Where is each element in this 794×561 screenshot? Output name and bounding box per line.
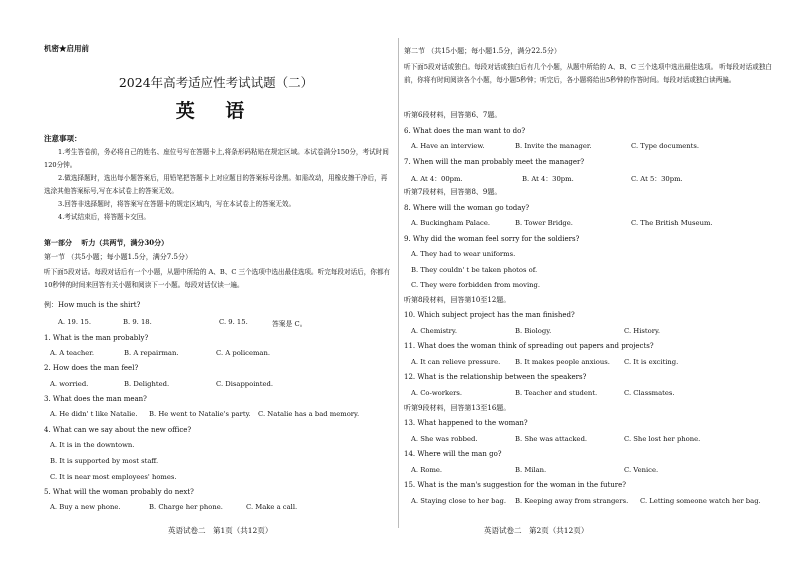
option-a: A. Buckingham Palace. (411, 219, 491, 227)
notice-item: 2.做选择题时，选出每小题答案后，用铅笔把答题卡上对应题目的答案标号涂黑。如需改动，用橡皮擦干净后，再选涂其他答案标号,写在本试卷上的答案无效。 (44, 174, 388, 195)
option-c: C. Venice. (624, 466, 659, 474)
option-b: B. A repairman. (124, 349, 179, 357)
option-a: A. Have an interview. (411, 142, 485, 150)
option-b: B. Keeping away from strangers. (515, 497, 629, 505)
question: 10. Which subject project has the man finished? (404, 311, 575, 319)
option-b: B. At 4：30pm. (522, 175, 574, 183)
option-a: A. Co-workers. (411, 389, 463, 397)
right-column (404, 0, 774, 561)
question: 6. What does the man want to do? (404, 127, 526, 135)
question: 7. When will the man probably meet the manager? (404, 158, 585, 166)
question: 13. What happened to the woman? (404, 419, 528, 427)
section-instructions: 听下面5段对话。每段对话后有一个小题，从题中所给的 A、B、C 三个选项中选出最佳选项。听完每段对话后，你都有10秒钟的时间来回答有关小题和阅读下一小题。每段对话仅读一遍。 (44, 268, 391, 289)
material-heading: 听第6段材料，回答第6、7题。 (404, 111, 502, 119)
option-b: B. She was attacked. (515, 435, 588, 443)
option-a: A. Buy a new phone. (50, 503, 121, 511)
option-c: C. History. (624, 327, 661, 335)
option-c: C. Natalie has a bad memory. (258, 410, 360, 418)
question: 5. What will the woman probably do next? (44, 488, 194, 496)
option-b: B. Tower Bridge. (515, 219, 573, 227)
notice-item: 4.考试结束后，将答题卡交回。 (58, 213, 151, 221)
option-b: B. Teacher and student. (515, 389, 598, 397)
option-a: A. 19. 15. (58, 318, 92, 326)
question: 11. What does the woman think of spreading out papers and projects? (404, 342, 654, 350)
page-footer: 英语试卷二 第1页（共12页） (168, 526, 273, 535)
question: 12. What is the relationship between the speakers? (404, 373, 587, 381)
notice-item: 3.回答非选择题时，将答案写在答题卡的规定区域内，写在本试卷上的答案无效。 (58, 200, 296, 208)
option-c: C. It is near most employees' homes. (50, 473, 177, 481)
option-a: A. worried. (50, 380, 89, 388)
option-c: C. Disappointed. (216, 380, 274, 388)
exam-title: 2024年高考适应性考试试题（二） (118, 75, 314, 90)
question: 1. What is the man probably? (44, 334, 149, 342)
option-c: C. At 5：30pm. (631, 175, 683, 183)
left-column (40, 0, 392, 561)
secret-label: 机密★启用前 (44, 44, 89, 53)
question: 4. What can we say about the new office? (44, 426, 192, 434)
option-a: A. It can relieve pressure. (411, 358, 501, 366)
option-b: B. 9. 18. (123, 318, 152, 326)
option-b: B. It is supported by most staff. (50, 457, 159, 465)
option-a: A. She was robbed. (411, 435, 478, 443)
option-c: C. They were forbidden from moving. (411, 281, 541, 289)
option-c: C. Type documents. (631, 142, 700, 150)
option-b: B. It makes people anxious. (515, 358, 610, 366)
option-c: C. Classmates. (624, 389, 675, 397)
part-heading: 第一部分 听力（共两节，满分30分） (44, 238, 169, 247)
subject-title: 英 语 (175, 100, 257, 122)
page-footer: 英语试卷二 第2页（共12页） (484, 526, 589, 535)
section-instructions: 听下面5段对话或独白。每段对话或独白后有几个小题，从题中所给的 A、B、C 三个选项中选出最佳选项。 听每段对话或独白前，你将有时间阅读各个小题，每小题5秒钟；听完后，各小题将给出5秒钟的作答时间。每段对话或独白读两遍。 (404, 63, 773, 84)
option-c: C. Make a call. (246, 503, 298, 511)
material-heading: 听第8段材料，回答第10至12题。 (404, 296, 511, 304)
option-c: C. A policeman. (216, 349, 271, 357)
option-b: B. They couldn' t be taken photos of. (411, 266, 538, 274)
option-c: C. The British Museum. (631, 219, 713, 227)
notice-item: 1.考生答卷前，务必将自己的姓名、座位号写在答题卡上,将条形码粘贴在规定区域。本试卷满分150分，考试时间120分钟。 (44, 148, 389, 169)
column-divider (398, 38, 399, 528)
option-c: C. She lost her phone. (624, 435, 701, 443)
option-c: C. Letting someone watch her bag. (640, 497, 761, 505)
section-heading: 第一节 （共5小题；每小题1.5分，满分7.5分） (44, 253, 192, 261)
option-a: A. Rome. (411, 466, 443, 474)
material-heading: 听第9段材料，回答第13至16题。 (404, 404, 511, 412)
option-b: B. Delighted. (124, 380, 170, 388)
option-c: C. 9. 15. (219, 318, 248, 326)
question: 3. What does the man mean? (44, 395, 147, 403)
example-question: 例：How much is the shirt? (44, 301, 141, 309)
question: 15. What is the man's suggestion for the woman in the future? (404, 481, 627, 489)
option-b: B. Biology. (515, 327, 552, 335)
example-answer: 答案是 C。 (272, 320, 307, 328)
material-heading: 听第7段材料，回答第8、9题。 (404, 188, 502, 196)
option-b: B. Invite the manager. (515, 142, 592, 150)
question: 9. Why did the woman feel sorry for the soldiers? (404, 235, 580, 243)
option-b: B. He went to Natalie's party. (149, 410, 251, 418)
section-heading: 第二节 （共15小题；每小题1.5分，满分22.5分） (404, 47, 561, 55)
option-b: B. Milan. (515, 466, 547, 474)
option-c: C. It is exciting. (624, 358, 679, 366)
notice-heading: 注意事项： (44, 134, 82, 143)
option-a: A. They had to wear uniforms. (411, 250, 516, 258)
question: 8. Where will the woman go today? (404, 204, 530, 212)
question: 2. How does the man feel? (44, 364, 139, 372)
option-a: A. At 4：00pm. (411, 175, 463, 183)
option-a: A. A teacher. (50, 349, 94, 357)
option-a: A. Chemistry. (411, 327, 458, 335)
option-a: A. He didn' t like Natalie. (50, 410, 138, 418)
option-a: A. It is in the downtown. (50, 441, 135, 449)
question: 14. Where will the man go? (404, 450, 502, 458)
option-a: A. Staying close to her bag. (411, 497, 507, 505)
option-b: B. Charge her phone. (149, 503, 223, 511)
